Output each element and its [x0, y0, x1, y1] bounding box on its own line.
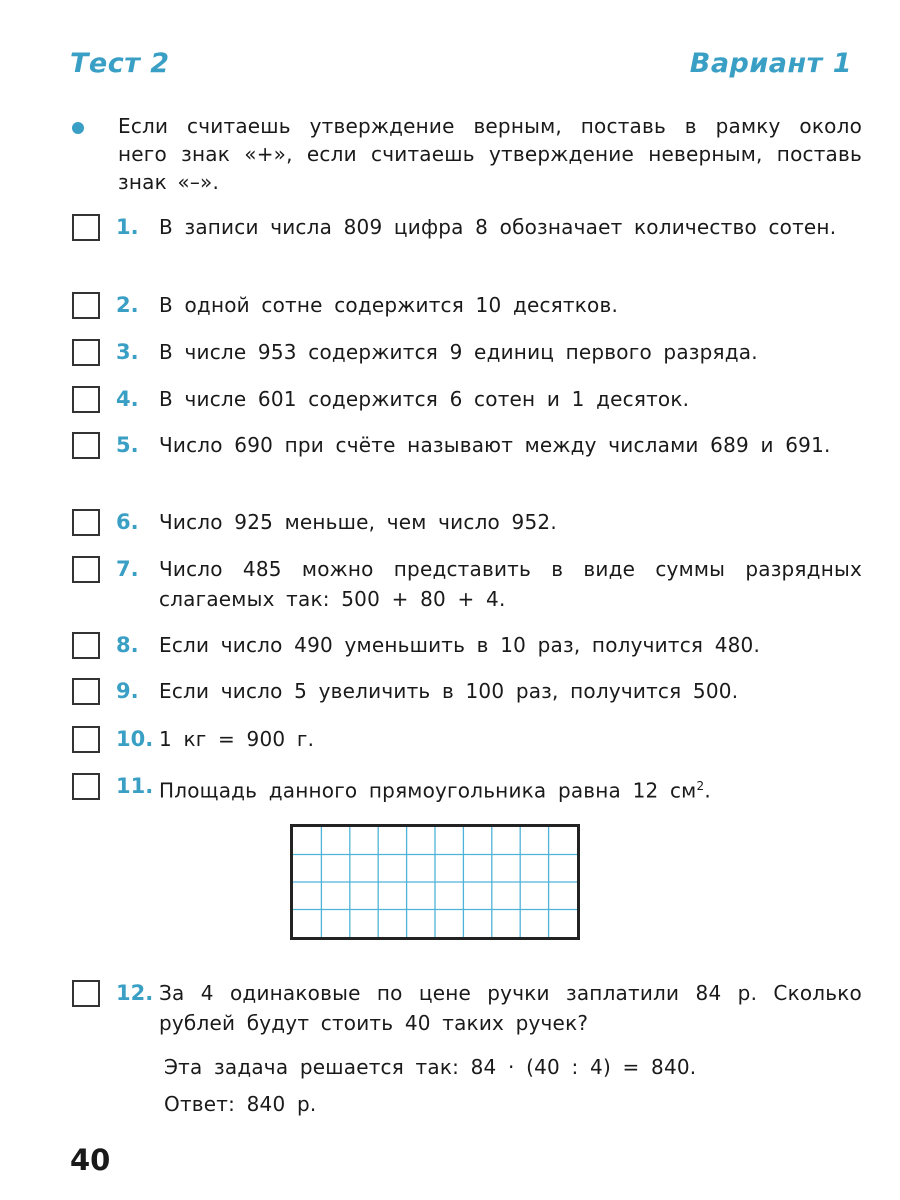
task-text: В числе 953 содержится 9 единиц первого разряда. — [159, 340, 758, 364]
task-text: Если число 5 увеличить в 100 раз, получится 500. — [159, 679, 739, 703]
task-text: 1 кг = 900 г. — [159, 727, 315, 751]
task-text — [159, 771, 862, 806]
task-4 — [72, 384, 862, 414]
task-8 — [72, 630, 862, 660]
task-number: 11. — [116, 774, 154, 798]
answer-box-5[interactable] — [72, 432, 100, 459]
task-10 — [72, 724, 862, 754]
task-number: 5. — [116, 433, 139, 457]
page-number: 40 — [70, 1143, 111, 1177]
answer-box-2[interactable] — [72, 292, 100, 319]
task-11 — [72, 771, 862, 806]
task-text: В числе 601 содержится 6 сотен и 1 десяток. — [159, 387, 690, 411]
task-5 — [72, 430, 862, 460]
answer-line: Ответ: 840 р. — [164, 1092, 317, 1116]
instruction-block — [72, 112, 862, 196]
grid-lines — [293, 827, 577, 937]
task-1 — [72, 212, 862, 242]
test-title: Тест 2 — [70, 48, 170, 79]
task-text-main: Площадь данного прямоугольника равна 12 см — [159, 778, 697, 803]
answer-box-12[interactable] — [72, 980, 100, 1007]
answer-box-7[interactable] — [72, 556, 100, 583]
instruction-text: Если считаешь утверждение верным, поставь в рамку около него знак «+», если считаешь утверждение неверным, поставь знак «–». — [118, 114, 862, 194]
bullet-icon — [72, 122, 84, 134]
task-number: 12. — [116, 981, 154, 1005]
superscript: 2 — [696, 779, 705, 793]
answer-box-11[interactable] — [72, 773, 100, 800]
variant-title: Вариант 1 — [689, 48, 852, 79]
task-text: За 4 одинаковые по цене ручки заплатили 84 р. Сколько рублей будут стоить 40 таких ручек? — [159, 981, 862, 1035]
task-text: Число 690 при счёте называют между числами 689 и 691. — [159, 433, 831, 457]
task-number: 4. — [116, 387, 139, 411]
answer-box-8[interactable] — [72, 632, 100, 659]
task-text: В одной сотне содержится 10 десятков. — [159, 293, 619, 317]
task-number: 9. — [116, 679, 139, 703]
task-7 — [72, 554, 862, 614]
solution-line: Эта задача решается так: 84 · (40 : 4) = 840. — [164, 1055, 697, 1079]
task-6 — [72, 507, 862, 537]
answer-box-3[interactable] — [72, 339, 100, 366]
task-2 — [72, 290, 862, 320]
task-number: 1. — [116, 215, 139, 239]
answer-box-1[interactable] — [72, 214, 100, 241]
task-12 — [72, 978, 862, 1038]
answer-box-6[interactable] — [72, 509, 100, 536]
task-text-tail: . — [704, 778, 711, 803]
answer-box-9[interactable] — [72, 678, 100, 705]
task-number: 7. — [116, 557, 139, 581]
task-number: 10. — [116, 727, 154, 751]
task-text: Число 485 можно представить в виде суммы разрядных слагаемых так: 500 + 80 + 4. — [159, 557, 862, 611]
task-number: 8. — [116, 633, 139, 657]
task-number: 6. — [116, 510, 139, 534]
task-number: 3. — [116, 340, 139, 364]
task-9 — [72, 676, 862, 706]
answer-box-4[interactable] — [72, 386, 100, 413]
task-text: Если число 490 уменьшить в 10 раз, получится 480. — [159, 633, 761, 657]
task-text: В записи числа 809 цифра 8 обозначает количество сотен. — [159, 215, 837, 239]
task-text: Число 925 меньше, чем число 952. — [159, 510, 557, 534]
answer-box-10[interactable] — [72, 726, 100, 753]
task-3 — [72, 337, 862, 367]
rectangle-grid — [290, 824, 580, 940]
task-number: 2. — [116, 293, 139, 317]
